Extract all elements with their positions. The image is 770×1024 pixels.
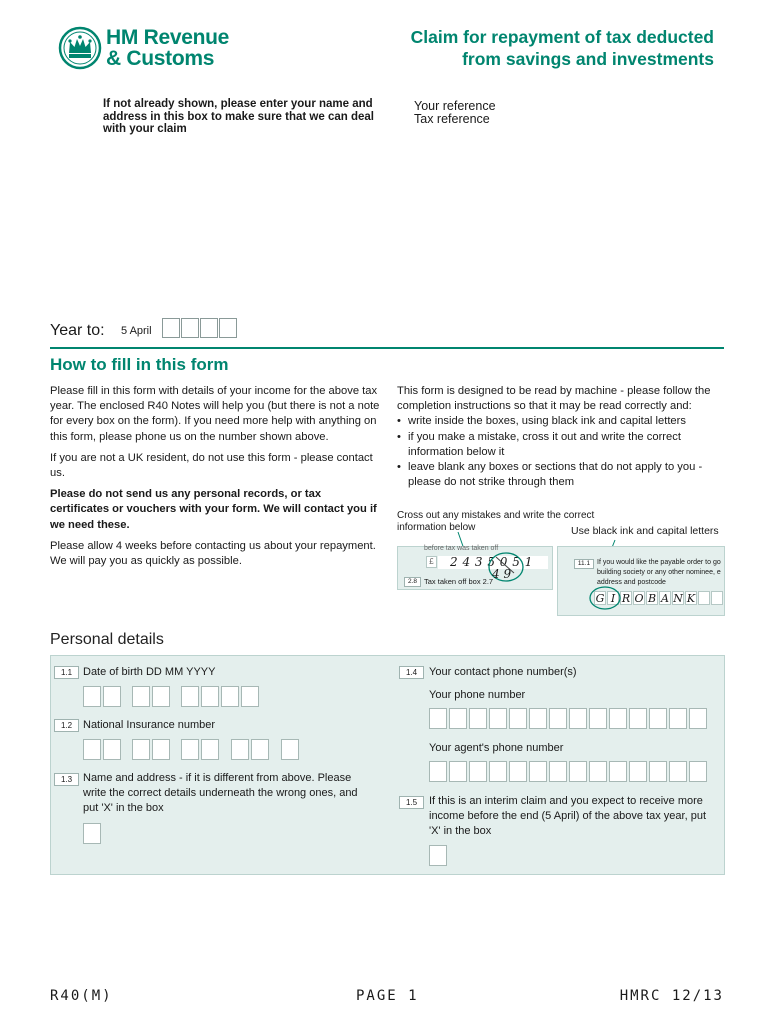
page-number: PAGE 1 [356,988,419,1004]
currency-box: £ [426,556,437,568]
letter-box: N [673,592,683,605]
instruction-paragraph: Please fill in this form with details of your income for the above tax year. The enclosed R40 Notes will help you (but there is not a note for every box on the form). If you need more help with anything on this form, please phone us on the number shown above. [50,385,380,443]
how-to-fill-heading: How to fill in this form [50,355,229,374]
your-reference-label: Your reference [414,99,496,113]
cross-out-note: Cross out any mistakes and write the correct information below [397,510,595,533]
agent-phone-label: Your agent's phone number [429,742,564,754]
year-digit-box[interactable] [200,318,218,338]
logo-text-line2: & Customs [106,47,215,70]
agent-phone-digit-box[interactable] [469,761,487,782]
ni-number-box[interactable] [181,739,199,760]
form-title [354,26,714,70]
dob-digit-box[interactable] [221,686,239,707]
year-digit-box[interactable] [162,318,180,338]
form-version: HMRC 12/13 [619,988,724,1004]
crown-crest-icon [58,26,102,70]
dob-digit-box[interactable] [152,686,170,707]
example-caption: before tax was taken off [424,545,499,552]
phone-digit-box[interactable] [649,708,667,729]
phone-digit-box[interactable] [529,708,547,729]
question-number: 11.1 [574,559,594,569]
form-title-line2: from savings and investments [462,49,714,69]
question-number: 1.3 [54,773,79,786]
year-digit-box[interactable] [181,318,199,338]
question-number: 1.5 [399,796,424,809]
phone-digit-box[interactable] [429,708,447,729]
address-note: If not already shown, please enter your name and address in this box to make sure that we can deal with your claim [103,98,374,135]
dob-digit-box[interactable] [241,686,259,707]
phone-digit-box[interactable] [509,708,527,729]
logo-text-line1: HM Revenue [106,26,230,49]
contact-phone-label: Your contact phone number(s) [429,666,577,678]
phone-digit-box[interactable] [449,708,467,729]
ni-number-box[interactable] [83,739,101,760]
instruction-paragraph: Please allow 4 weeks before contacting us about your repayment. We will pay you as quickly as possible. [50,539,376,568]
letter-box: A [659,591,671,605]
instructions-left [50,384,380,575]
phone-digit-box[interactable] [469,708,487,729]
ni-number-box[interactable] [152,739,170,760]
example-label: Tax taken off box 2.7 [424,577,494,586]
ni-number-box[interactable] [103,739,121,760]
personal-details-heading: Personal details [50,631,164,648]
ni-number-box[interactable] [201,739,219,760]
agent-phone-digit-box[interactable] [429,761,447,782]
letter-box: K [686,592,696,605]
agent-phone-digit-box[interactable] [529,761,547,782]
instruction-list [397,414,727,490]
ni-number-box[interactable] [132,739,150,760]
machine-read-intro: This form is designed to be read by machine - please follow the completion instructions so that it may be read correctly and: [397,385,711,413]
agent-phone-digit-box[interactable] [629,761,647,782]
question-number: 2.8 [404,577,421,587]
dob-digit-box[interactable] [201,686,219,707]
example-capitals-box [557,546,725,616]
your-phone-field [429,708,707,729]
year-day-label: 5 April [121,325,152,337]
example-text-line: If you would like the payable order to go [597,559,721,566]
agent-phone-digit-box[interactable] [549,761,567,782]
letter-box [698,591,710,605]
letter-box: G [595,592,605,605]
instruction-paragraph: If you are not a UK resident, do not use this form - please contact us. [50,451,373,480]
records-warning: Please do not send us any personal records, or tax certificates or vouchers with your form. We will contact you if we need these. [50,488,377,531]
agent-phone-digit-box[interactable] [489,761,507,782]
agent-phone-digit-box[interactable] [689,761,707,782]
example-text-line: building society or any other nominee, e [597,569,721,576]
year-digit-box[interactable] [219,318,237,338]
ni-number-box[interactable] [281,739,299,760]
instructions-right [397,384,727,490]
list-item: • if you make a mistake, cross it out and write the correct information below it [397,430,727,460]
dob-digit-box[interactable] [83,686,101,707]
agent-phone-digit-box[interactable] [449,761,467,782]
phone-digit-box[interactable] [609,708,627,729]
dob-digit-box[interactable] [103,686,121,707]
letter-box: B [647,592,657,605]
phone-digit-box[interactable] [489,708,507,729]
list-item: • write inside the boxes, using black ink and capital letters [397,414,727,429]
ni-number-box[interactable] [231,739,249,760]
example-text [597,558,725,588]
agent-phone-digit-box[interactable] [509,761,527,782]
ni-number-label: National Insurance number [83,719,216,731]
phone-digit-box[interactable] [549,708,567,729]
list-item: • leave blank any boxes or sections that do not apply to you - please do not strike through them [397,460,727,490]
letter-box [711,591,723,605]
name-address-changed-checkbox[interactable] [83,823,101,844]
agent-phone-digit-box[interactable] [609,761,627,782]
black-ink-note: Use black ink and capital letters [571,525,719,537]
phone-digit-box[interactable] [669,708,687,729]
agent-phone-digit-box[interactable] [589,761,607,782]
example-text-line: address and postcode [597,579,666,586]
phone-digit-box[interactable] [569,708,587,729]
year-to-label: Year to: [50,322,105,339]
phone-digit-box[interactable] [589,708,607,729]
capital-circle-icon [588,585,624,611]
section-divider [50,347,724,349]
letter-box: I [607,591,619,605]
form-code: R40(M) [50,988,113,1004]
tax-reference-label: Tax reference [414,111,490,126]
question-number: 1.1 [54,666,79,679]
name-address-label: Name and address - if it is different from above. Please write the correct details underneath the wrong ones, and put 'X' in the box [83,772,358,814]
form-title-line1: Claim for repayment of tax deducted [410,27,714,47]
dob-digit-box[interactable] [132,686,150,707]
dob-digit-box[interactable] [181,686,199,707]
hmrc-logo [58,26,248,72]
question-number: 1.4 [399,666,424,679]
mistaken-digits: 2 4 3 5 0 5 1 [450,555,533,569]
your-phone-label: Your phone number [429,689,526,701]
question-number: 1.2 [54,719,79,732]
references [414,100,496,125]
letter-box: O [634,592,644,605]
example-correction-box [397,546,553,590]
ni-number-box[interactable] [251,739,269,760]
phone-digit-box[interactable] [629,708,647,729]
interim-claim-checkbox[interactable] [429,845,447,866]
agent-phone-digit-box[interactable] [649,761,667,782]
personal-details-panel [50,655,725,875]
agent-phone-field [429,761,707,782]
letter-box: R [621,592,631,605]
phone-digit-box[interactable] [689,708,707,729]
agent-phone-digit-box[interactable] [669,761,687,782]
corrected-digits: 4 9 [492,567,512,581]
agent-phone-digit-box[interactable] [569,761,587,782]
dob-label: Date of birth DD MM YYYY [83,666,216,678]
interim-claim-label: If this is an interim claim and you expect to receive more income before the end (5 April) of the above tax year, put 'X' in the box [429,795,707,837]
